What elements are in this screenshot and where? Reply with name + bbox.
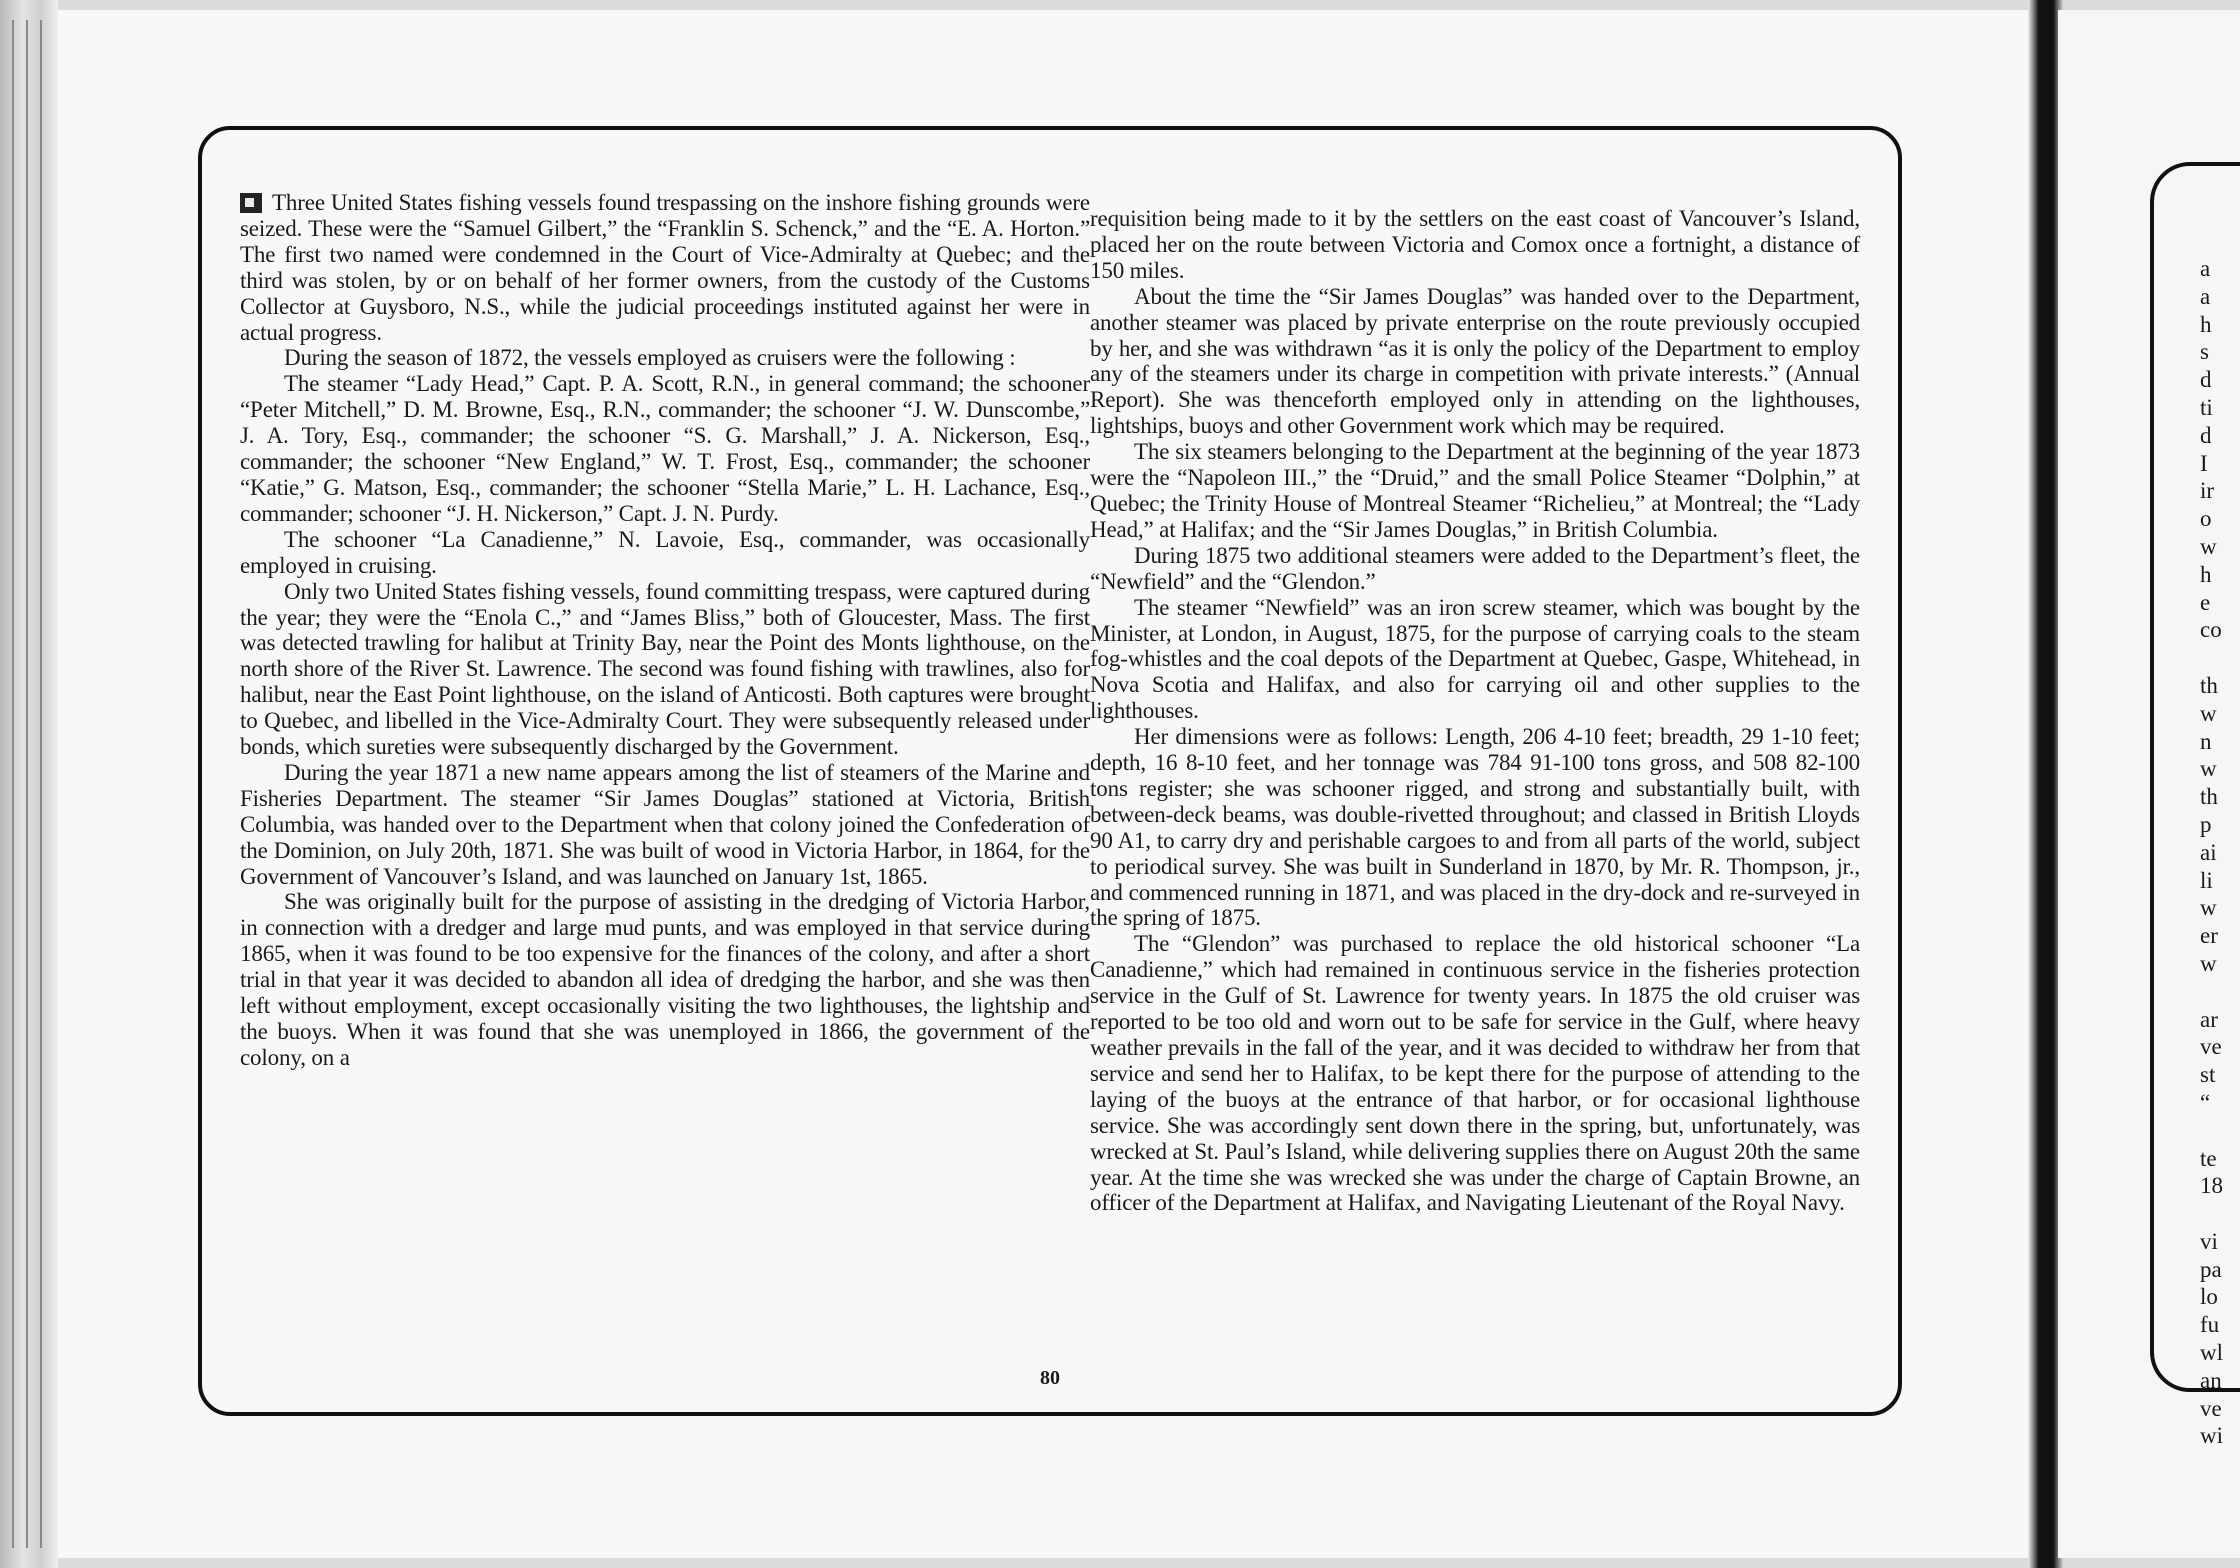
fragment-line xyxy=(2200,1200,2240,1228)
paragraph: The steamer “Newfield” was an iron screw steamer, which was bought by the Minister, at London, in August, 1875, for the purpose of carrying coals to the steam fog-whistles and the coal depots of the Department at Quebec, Gaspe, Whitehead, in Nova Scotia and Halifax, and also for carrying oil and other supplies to the lighthouses. xyxy=(1090,594,1860,724)
fragment-line: a xyxy=(2200,256,2211,281)
fragment-line: er xyxy=(2200,923,2218,949)
fragment-line: co xyxy=(2200,617,2222,643)
fragment-line: ar xyxy=(2200,1006,2218,1032)
spine-line xyxy=(26,20,28,1548)
fragment-line: an xyxy=(2200,1367,2222,1393)
fragment-line: d xyxy=(2200,367,2212,393)
spine-line xyxy=(12,20,14,1548)
paragraph: The six steamers belonging to the Department at the beginning of the year 1873 were the “Napoleon III.,” the “Druid,” and the small Police Steamer “Dolphin,” at Quebec; the Trinity House of Montreal Steamer “Richelieu,” at Montreal; the “Lady Head,” at Halifax; and the “Sir James Douglas,” in British Columbia. xyxy=(1090,439,1860,542)
fragment-line: wl xyxy=(2200,1340,2223,1366)
fragment-line: li xyxy=(2200,867,2213,893)
paragraph: She was originally built for the purpose of assisting in the dredging of Victoria Harbor, in connection with a dredger and large mud punts, and was employed in that service during 1865, when it was found to be too expensive for the finances of the colony, and after a short trial in that year it was decided to abandon all idea of dredging the harbor, and she was then left without employment, except occasionally visiting the two lighthouses, the lightship and the buoys. When it was found that she was unemployed in 1866, the government of the colony, on a xyxy=(240,889,1090,1070)
paragraph: The schooner “La Canadienne,” N. Lavoie, Esq., commander, was occasionally employed in cruising. xyxy=(240,526,1090,578)
fragment-line: 18 xyxy=(2200,1173,2223,1199)
paragraph: The “Glendon” was purchased to replace the old historical schooner “La Canadienne,” which had remained in continuous service in the fisheries protection service in the Gulf of St. Lawrence for twenty years. In 1875 the old cruiser was reported to be too old and worn out to be safe for service in the Gulf, where heavy weather prevails in the fall of the year, and it was decided to withdraw her from that service and send her to Halifax, to be kept there for the purpose of attending to the laying of the buoys at the entrance of that harbor, or for occasional lighthouse service. She was accordingly sent down there in the spring, but, unfortunately, was wrecked at St. Paul’s Island, while delivering supplies there on August 20th the same year. At the time she was wrecked she was under the charge of Captain Browne, an officer of the Department at Halifax, and Navigating Lieutenant of the Royal Navy. xyxy=(1090,931,1860,1216)
fragment-line: th xyxy=(2200,784,2218,810)
fragment-line: n xyxy=(2200,728,2212,754)
fragment-line: e xyxy=(2200,589,2211,615)
fragment-line: a xyxy=(2200,283,2211,309)
fragment-line: ve xyxy=(2200,1395,2222,1421)
fragment-line: ai xyxy=(2200,839,2217,865)
fragment-line: lo xyxy=(2200,1284,2218,1310)
fragment-line: w xyxy=(2200,895,2217,921)
fragment-line: ir xyxy=(2200,478,2215,504)
fragment-line: I xyxy=(2200,450,2208,476)
fragment-line: h xyxy=(2200,561,2212,587)
fragment-line: w xyxy=(2200,756,2217,782)
fragment-line: w xyxy=(2200,533,2217,559)
page-number: 80 xyxy=(1040,1367,1060,1389)
fragment-line: st xyxy=(2200,1062,2216,1088)
paragraph: During 1875 two additional steamers were added to the Department’s fleet, the “Newfield” and the “Glendon.” xyxy=(1090,542,1860,594)
fragment-line: fu xyxy=(2200,1312,2220,1338)
fragment-line: pa xyxy=(2200,1256,2222,1282)
paragraph-text: Three United States fishing vessels found trespassing on the inshore fishing grounds were seized. These were the “Samuel Gilbert,” the “Franklin S. Schenck,” and the “E. A. Horton.” The first two named were condemned in the Court of Vice-Admiralty at Quebec; and the third was stolen, by or on behalf of her former owners, from the custody of the Customs Collector at Guysboro, N.S., while the judicial proceedings instituted against her were in actual progress. xyxy=(240,190,1090,345)
book-spine-edge xyxy=(0,0,58,1568)
fragment-line: ti xyxy=(2200,394,2213,420)
fragment-line: h xyxy=(2200,311,2212,337)
paragraph-ornament-icon xyxy=(240,193,262,213)
paragraph: During the season of 1872, the vessels employed as cruisers were the following : xyxy=(284,345,1016,371)
fragment-line: d xyxy=(2200,422,2212,448)
right-text-column xyxy=(1090,206,1860,1216)
next-page-text-fragments xyxy=(2200,255,2240,1450)
paragraph xyxy=(240,190,1090,345)
fragment-line xyxy=(2200,1117,2240,1145)
fragment-line: vi xyxy=(2200,1228,2218,1254)
fragment-line: “ xyxy=(2200,1089,2211,1115)
paragraph: During the year 1871 a new name appears among the list of steamers of the Marine and Fisheries Department. The steamer “Sir James Douglas” stationed at Victoria, British Columbia, was handed over to the Department when that colony joined the Confederation of the Dominion, on July 20th, 1871. She was built of wood in Victoria Harbor, in 1864, for the Government of Vancouver’s Island, and was launched on January 1st, 1865. xyxy=(240,759,1090,889)
fragment-line: w xyxy=(2200,700,2217,726)
paragraph: About the time the “Sir James Douglas” was handed over to the Department, another steamer was placed by private enterprise on the route previously occupied by her, and she was withdrawn “as it is only the policy of the Department to employ any of the steamers under its charge in competition with private interests.” (Annual Report). She was thenceforth employed only in attending on the lighthouses, lightships, buoys and other Government work which may be required. xyxy=(1090,283,1860,439)
fragment-line xyxy=(2200,644,2240,672)
paragraph: The steamer “Lady Head,” Capt. P. A. Scott, R.N., in general command; the schooner “Peter Mitchell,” D. M. Browne, Esq., R.N., commander; the schooner “J. W. Dunscombe,” J. A. Tory, Esq., commander; the schooner “S. G. Marshall,” J. A. Nickerson, Esq., commander; the schooner “New England,” W. T. Frost, Esq., commander; the schooner “Katie,” G. Matson, Esq., commander; the schooner “Stella Marie,” L. H. Lachance, Esq., commander; schooner “J. H. Nickerson,” Capt. J. N. Purdy. xyxy=(240,371,1090,526)
paragraph: requisition being made to it by the settlers on the east coast of Vancouver’s Island, placed her on the route between Victoria and Comox once a fortnight, a distance of 150 miles. xyxy=(1090,206,1860,283)
paragraph: Her dimensions were as follows: Length, 206 4-10 feet; breadth, 29 1-10 feet; depth, 16 8-10 feet, and her tonnage was 784 91-100 tons gross, and 508 82-100 tons register; she was schooner rigged, and strong and substantially built, with between-deck beams, was double-rivetted throughout; and classed in British Lloyds 90 A1, to carry dry and perishable cargoes to and from all parts of the world, subject to periodical survey. She was built in Sunderland in 1870, by Mr. R. Thompson, jr., and commenced running in 1871, and was placed in the dry-dock and re-surveyed in the spring of 1875. xyxy=(1090,724,1860,931)
left-text-column xyxy=(240,190,1090,1071)
fragment-line: s xyxy=(2200,339,2209,365)
spine-line xyxy=(40,20,42,1548)
paragraph: Only two United States fishing vessels, found committing trespass, were captured during the year; they were the “Enola C.,” and “James Bliss,” both of Gloucester, Mass. The first was detected trawling for halibut at Trinity Bay, near the Point des Monts lighthouse, on the north shore of the River St. Lawrence. The second was found fishing with trawlines, also for halibut, near the East Point lighthouse, on the island of Anticosti. Both captures were brought to Quebec, and libelled in the Vice-Admiralty Court. They were subsequently released under bonds, which sureties were subsequently discharged by the Government. xyxy=(240,578,1090,760)
fragment-line: w xyxy=(2200,950,2217,976)
fragment-line: te xyxy=(2200,1145,2217,1171)
fragment-line: wi xyxy=(2200,1423,2223,1449)
fragment-line: p xyxy=(2200,811,2212,837)
fragment-line xyxy=(2200,978,2240,1006)
fragment-line: th xyxy=(2200,672,2218,698)
fragment-line: ve xyxy=(2200,1034,2222,1060)
fragment-line: o xyxy=(2200,506,2212,532)
